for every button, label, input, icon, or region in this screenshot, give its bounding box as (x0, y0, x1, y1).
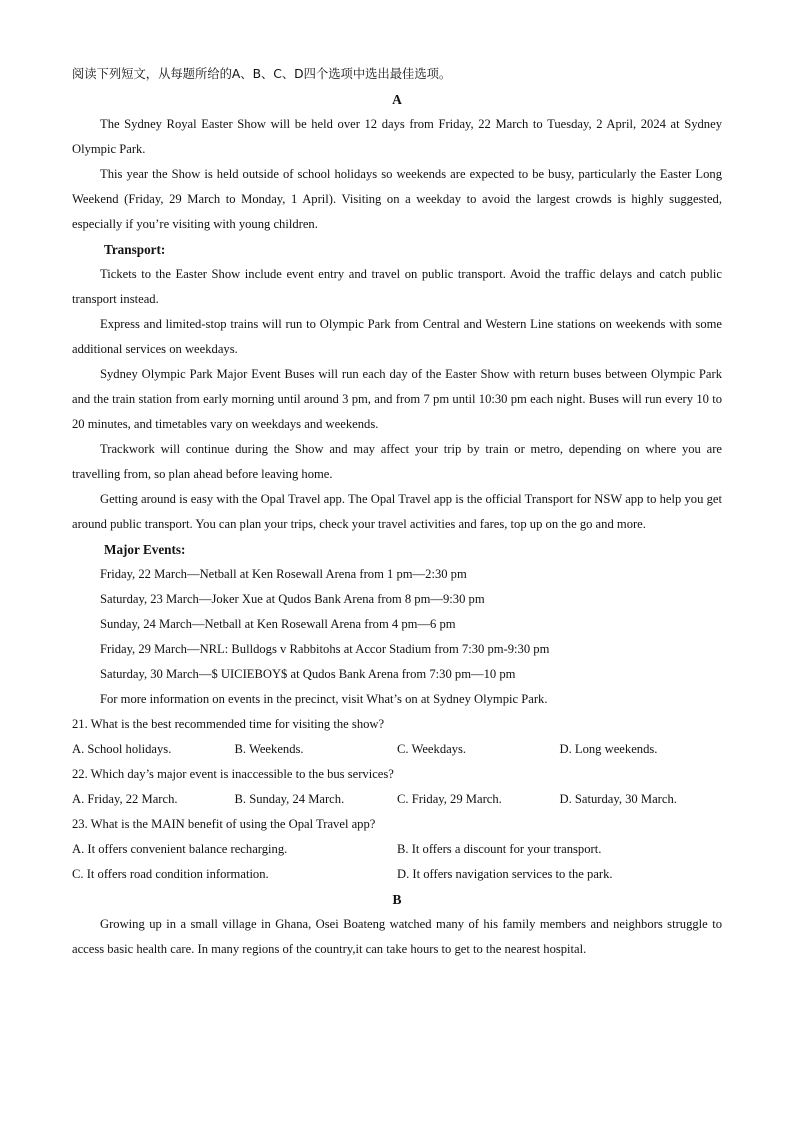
transport-paragraph: Tickets to the Easter Show include event entry and travel on public transport. Avoid the traffic delays and catch public transport instead. (72, 267, 722, 306)
event-item: Friday, 22 March—Netball at Ken Rosewall Arena from 1 pm—2:30 pm (100, 567, 467, 581)
question-options (72, 787, 722, 812)
transport-paragraph: Trackwork will continue during the Show and may affect your trip by train or metro, depending on where you are travelling from, so plan ahead before leaving home. (72, 442, 722, 481)
more-info-text: For more information on events in the precinct, visit What’s on at Sydney Olympic Park. (100, 692, 548, 706)
option-a: A. Friday, 22 March. (72, 792, 178, 806)
passage-a-letter: A (392, 92, 402, 107)
option-d: D. It offers navigation services to the park. (397, 867, 613, 881)
question-options (72, 862, 722, 887)
question-stem: 22. Which day’s major event is inaccessible to the bus services? (72, 767, 394, 781)
option-c: C. It offers road condition information. (72, 867, 269, 881)
passage-b-paragraph: Growing up in a small village in Ghana, Osei Boateng watched many of his family members and neighbors struggle to access basic health care. In many regions of the country,it can take hours to get to the nearest hospital. (72, 917, 722, 956)
option-a: A. It offers convenient balance recharging. (72, 842, 288, 856)
question-stem: 23. What is the MAIN benefit of using the Opal Travel app? (72, 817, 376, 831)
question-stem: 21. What is the best recommended time for visiting the show? (72, 717, 385, 731)
instruction-text: 阅读下列短文，从每题所给的A、B、C、D四个选项中选出最佳选项。 (72, 67, 452, 81)
passage-a-paragraph: This year the Show is held outside of school holidays so weekends are expected to be busy, particularly the Easter Long Weekend (Friday, 29 March to Monday, 1 April). Visiting on a weekday to avoid the largest crowds is highly suggested, especially if you’re visiting with young children. (72, 167, 722, 231)
event-item: Saturday, 23 March—Joker Xue at Qudos Bank Arena from 8 pm—9:30 pm (100, 592, 485, 606)
option-a: A. School holidays. (72, 742, 172, 756)
transport-paragraph: Sydney Olympic Park Major Event Buses will run each day of the Easter Show with return buses between Olympic Park and the train station from early morning until around 3 pm, and from 7 pm until 10:30 pm each night. Buses will run every 10 to 20 minutes, and timetables vary on weekdays and weekends. (72, 367, 722, 431)
event-item: Friday, 29 March—NRL: Bulldogs v Rabbitohs at Accor Stadium from 7:30 pm-9:30 pm (100, 642, 550, 656)
option-d: D. Long weekends. (559, 742, 658, 756)
option-c: C. Friday, 29 March. (397, 792, 502, 806)
transport-heading: Transport: (104, 242, 166, 257)
question-options (72, 737, 722, 762)
transport-paragraph: Express and limited-stop trains will run to Olympic Park from Central and Western Line stations on weekends with some additional services on weekdays. (72, 317, 722, 356)
passage-b-letter: B (392, 892, 402, 907)
exam-page (72, 62, 722, 962)
passage-a-paragraph: The Sydney Royal Easter Show will be held over 12 days from Friday, 22 March to Tuesday, 2 April, 2024 at Sydney Olympic Park. (72, 117, 722, 156)
option-d: D. Saturday, 30 March. (559, 792, 677, 806)
option-b: B. Sunday, 24 March. (234, 792, 345, 806)
transport-paragraph: Getting around is easy with the Opal Travel app. The Opal Travel app is the official Transport for NSW app to help you get around public transport. You can plan your trips, check your travel activities and fares, top up on the go and more. (72, 492, 722, 531)
event-item: Saturday, 30 March—$ UICIEBOY$ at Qudos Bank Arena from 7:30 pm—10 pm (100, 667, 516, 681)
event-item: Sunday, 24 March—Netball at Ken Rosewall Arena from 4 pm—6 pm (100, 617, 456, 631)
option-b: B. Weekends. (234, 742, 304, 756)
events-heading: Major Events: (104, 542, 186, 557)
question-options (72, 837, 722, 862)
option-b: B. It offers a discount for your transport. (397, 842, 602, 856)
option-c: C. Weekdays. (397, 742, 467, 756)
